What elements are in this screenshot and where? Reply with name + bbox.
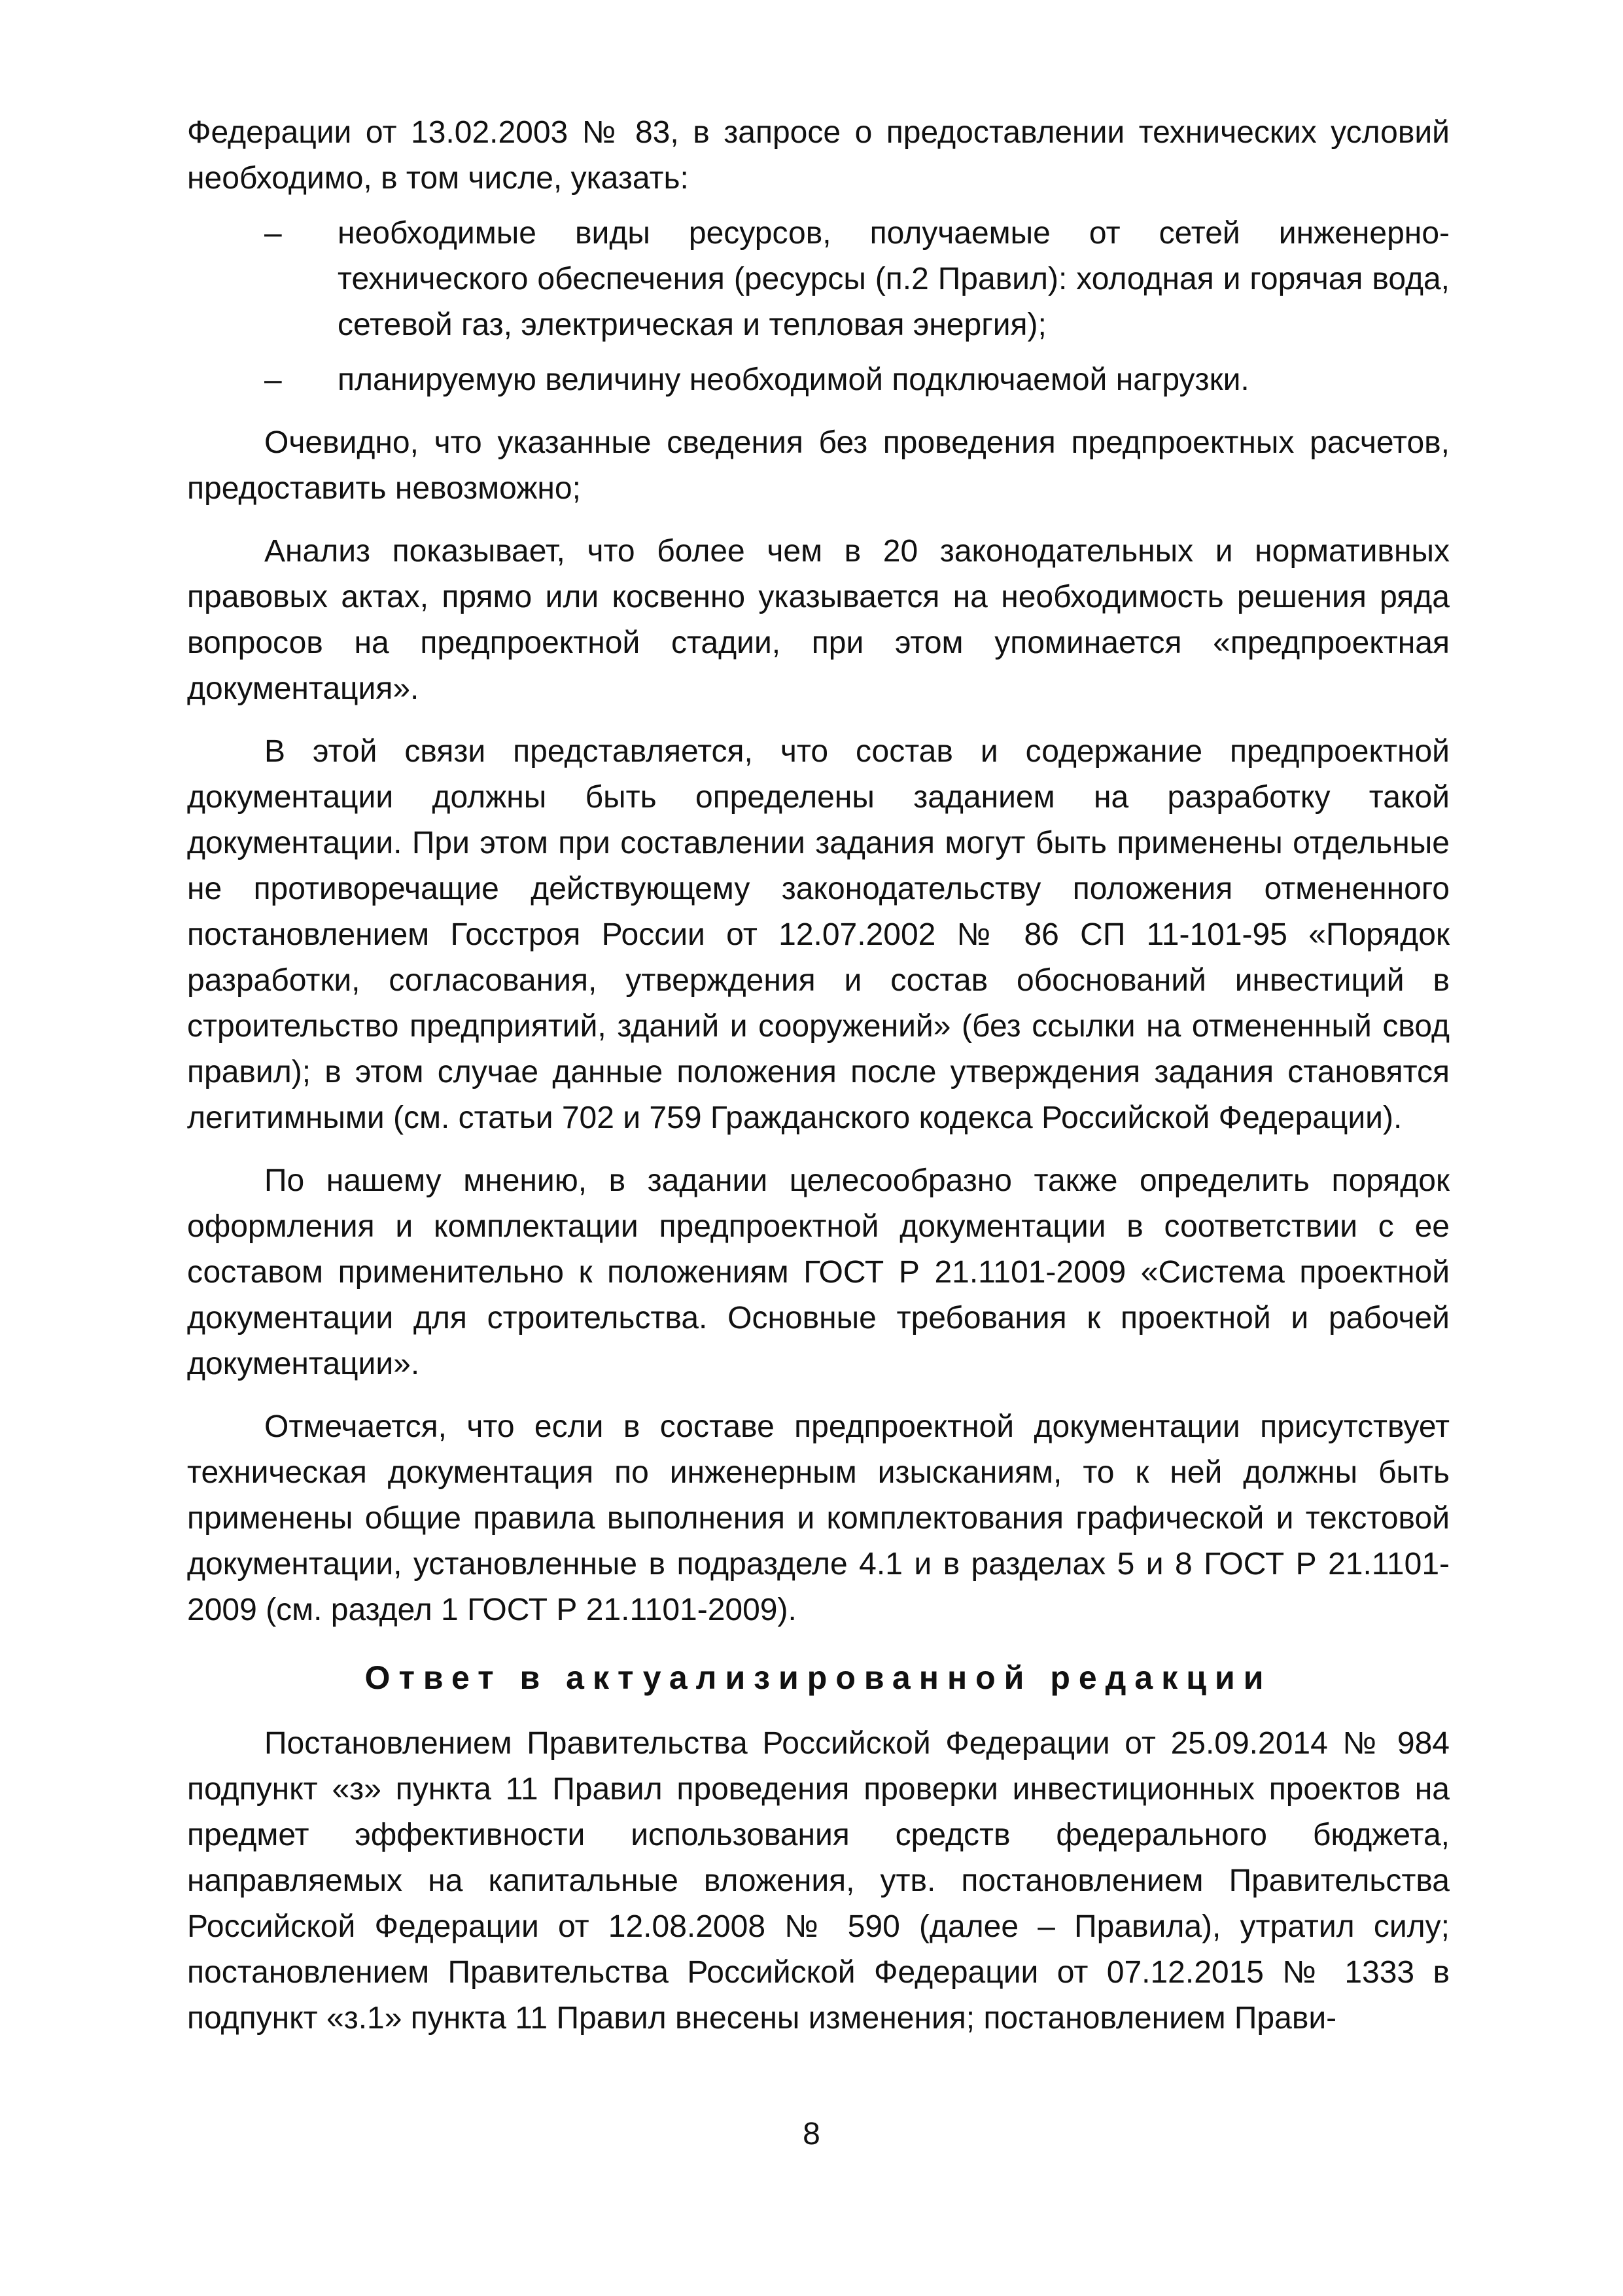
- document-page: [187, 110, 1450, 2041]
- paragraph-composition: В этой связи представляется, что состав и содержание предпроектной документации должны быть определены заданием на разработку такой документации. При этом при составлении задания могут быть применены отдельные не противоречащие действующему законодательству положения отмененного постановлением Госстроя России от 12.07.2002 № 86 СП 11-101-95 «Порядок разработки, согласования, утверждения и состав обоснований инвестиций в строительство предприятий, зданий и сооружений» (без ссылки на отмененный свод правил); в этом случае данные положения после утверждения задания становятся легитимными (см. статьи 702 и 759 Гражданского кодекса Российской Федерации).: [187, 734, 1450, 1135]
- dash-marker: –: [264, 362, 282, 397]
- section-heading: Ответ в актуализированной редакции: [364, 1659, 1272, 1696]
- paragraph-intro: Федерации от 13.02.2003 № 83, в запросе о предоставлении технических условий необходимо, в том числе, указать:: [187, 115, 1450, 196]
- list-item-text: необходимые виды ресурсов, получаемые от сетей инженерно-технического обеспечения (ресурсы (п.2 Правил): холодная и горячая вода, сетевой газ, электрическая и тепловая энергия);: [338, 216, 1450, 342]
- paragraph-surveys: Отмечается, что если в составе предпроектной документации присутствует техническая документация по инженерным изысканиям, то к ней должны быть применены общие правила выполнения и комплектования графической и текстовой документации, установленные в подразделе 4.1 и в разделах 5 и 8 ГОСТ Р 21.1101-2009 (см. раздел 1 ГОСТ Р 21.1101-2009).: [187, 1409, 1450, 1627]
- list-item-text: планируемую величину необходимой подключаемой нагрузки.: [338, 362, 1249, 397]
- page-number: 8: [803, 2117, 820, 2151]
- paragraph-updated-answer: Постановлением Правительства Российской Федерации от 25.09.2014 № 984 подпункт «з» пункта 11 Правил проведения проверки инвестиционных проектов на предмет эффективности использования средств федерального бюджета, направляемых на капитальные вложения, утв. постановлением Правительства Российской Федерации от 12.08.2008 № 590 (далее – Правила), утратил силу; постановлением Правительства Российской Федерации от 07.12.2015 № 1333 в подпункт «з.1» пункта 11 Правил внесены изменения; постановлением Прави-: [187, 1726, 1450, 2036]
- paragraph-analysis: Анализ показывает, что более чем в 20 законодательных и нормативных правовых актах, прямо или косвенно указывается на необходимость решения ряда вопросов на предпроектной стадии, при этом упоминается «предпроектная документация».: [187, 534, 1450, 706]
- paragraph-obvious: Очевидно, что указанные сведения без проведения предпроектных расчетов, предоставить невозможно;: [187, 425, 1450, 506]
- dash-marker: –: [264, 216, 282, 251]
- paragraph-opinion: По нашему мнению, в задании целесообразно также определить порядок оформления и комплектации предпроектной документации в соответствии с ее составом применительно к положениям ГОСТ Р 21.1101-2009 «Система проектной документации для строительства. Основные требования к проектной и рабочей документации».: [187, 1163, 1450, 1381]
- list-item-resources: [187, 211, 1450, 348]
- list-item-load: [187, 357, 1450, 403]
